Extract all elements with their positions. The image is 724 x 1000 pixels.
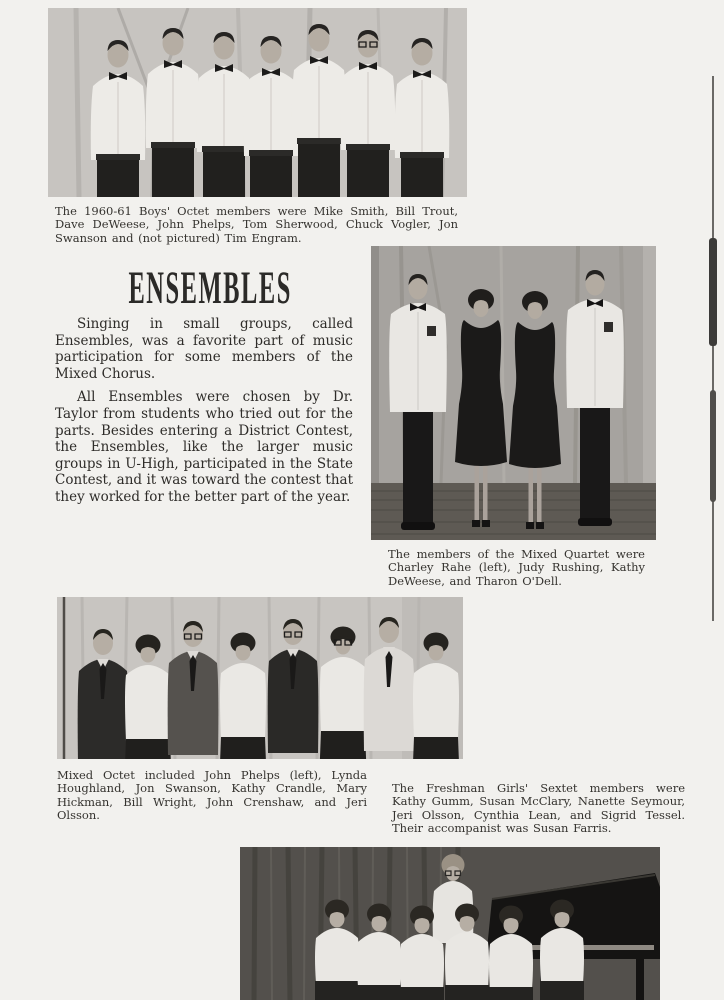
page-title-text: ENSEMBLES <box>128 262 292 314</box>
photo-mixed-octet <box>57 597 463 759</box>
article-body <box>55 316 353 513</box>
freshman-sextet-illustration <box>240 847 660 1000</box>
boys-octet-illustration <box>48 8 467 197</box>
photo-freshman-sextet <box>240 847 660 1000</box>
caption-mixed-quartet: The members of the Mixed Quartet were Charley Rahe (left), Judy Rushing, Kathy DeWeese, and Tharon O'Dell. <box>388 547 645 588</box>
mixed-octet-illustration <box>57 597 463 759</box>
scan-edge-mark <box>710 390 716 502</box>
page-title <box>53 264 349 312</box>
photo-mixed-quartet <box>371 246 656 540</box>
scan-edge-mark <box>709 238 717 346</box>
article-paragraph: Singing in small groups, called Ensembles, was a favorite part of music participation for some members of the Mixed Chorus. <box>55 316 353 382</box>
mixed-quartet-illustration <box>371 246 656 540</box>
caption-boys-octet: The 1960-61 Boys' Octet members were Mike Smith, Bill Trout, Dave DeWeese, John Phelps, Tom Sherwood, Chuck Vogler, Jon Swanson and (not pictured) Tim Engram. <box>55 204 458 245</box>
scan-edge-line <box>712 76 714 621</box>
caption-mixed-octet: Mixed Octet included John Phelps (left), Lynda Houghland, Jon Swanson, Kathy Crandle, Mary Hickman, Bill Wright, John Crenshaw, and Jeri Olsson. <box>57 768 367 823</box>
photo-boys-octet <box>48 8 467 197</box>
article-paragraph: All Ensembles were chosen by Dr. Taylor from students who tried out for the parts. Besides entering a District Contest, the Ensembles, like the larger music groups in U-High, participated in the State Contest, and it was toward the contest that they worked for the better part of the year. <box>55 389 353 505</box>
caption-freshman-sextet: The Freshman Girls' Sextet members were Kathy Gumm, Susan McClary, Nanette Seymour, Jeri Olsson, Cynthia Lean, and Sigrid Tessel. Their accompanist was Susan Farris. <box>392 781 685 836</box>
